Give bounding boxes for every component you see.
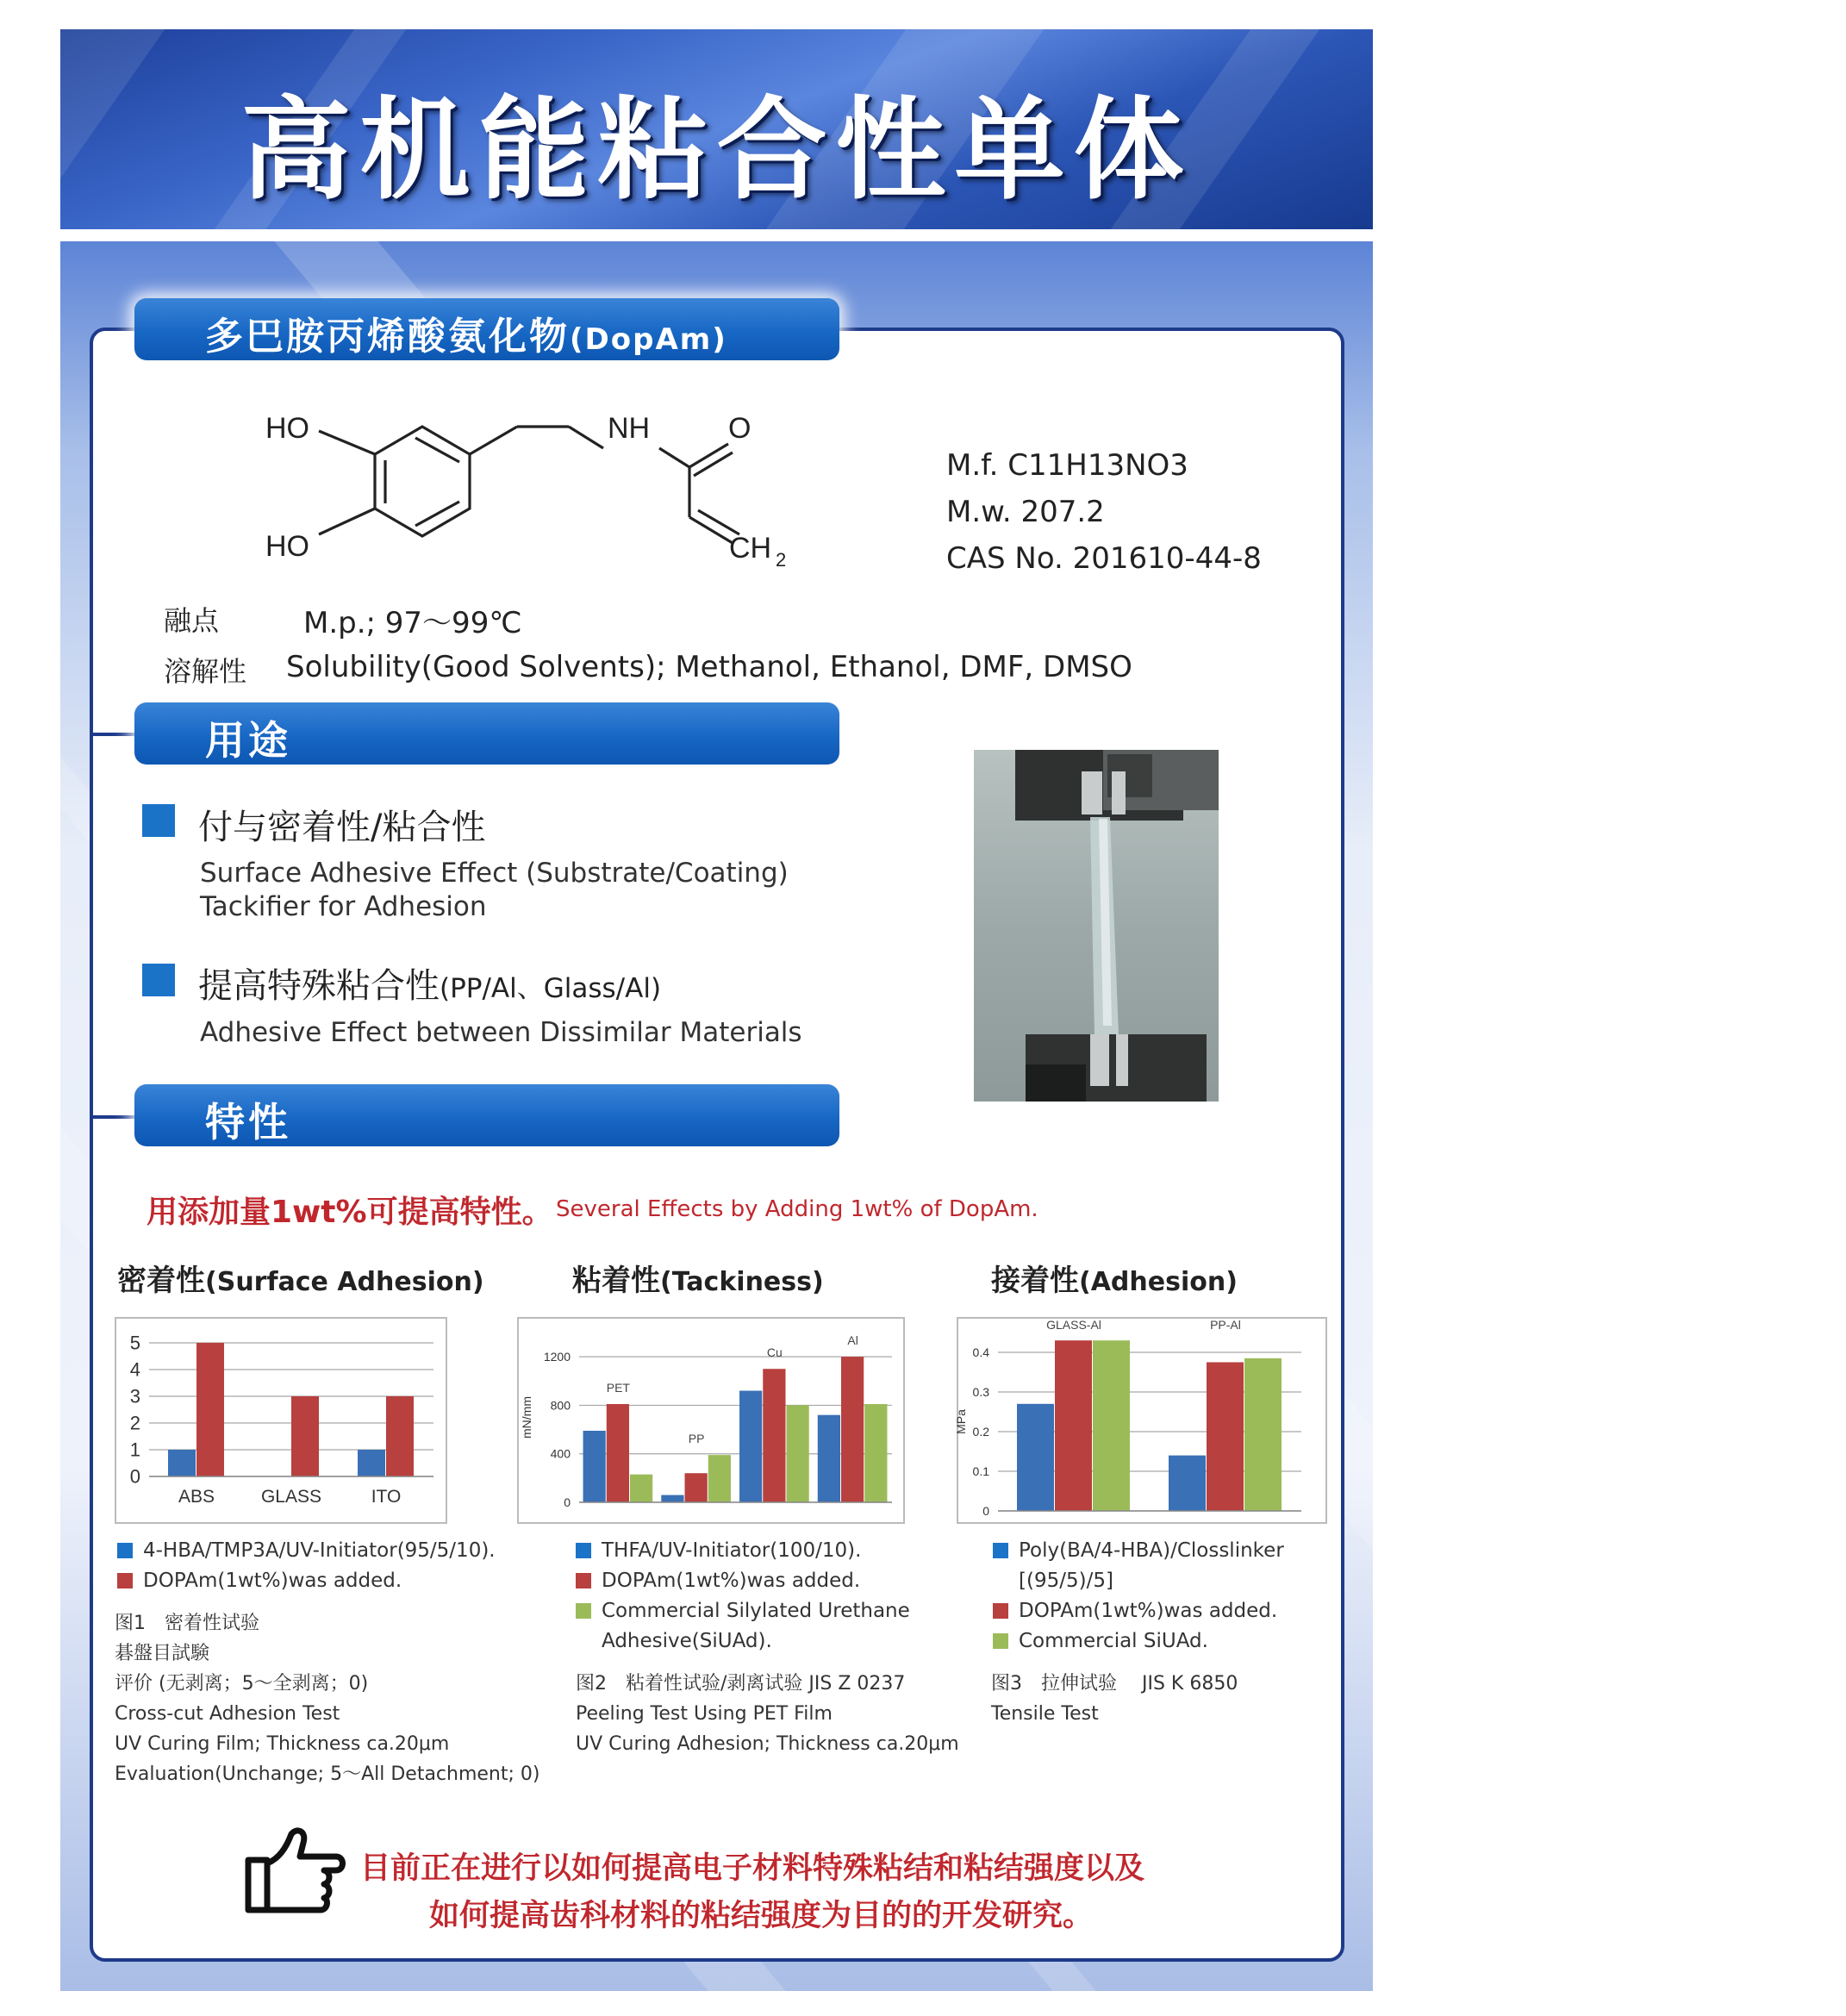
- bar: [386, 1396, 414, 1476]
- bar: [818, 1415, 840, 1502]
- chart3-legend-2: DOPAm(1wt%)was added.: [993, 1600, 1277, 1622]
- bar: [630, 1475, 652, 1502]
- bar: [196, 1343, 224, 1476]
- adhesion-chart: [954, 1317, 1327, 1524]
- chart1-caption: 图1 密着性试验 碁盤目試験 评价 (无剥离；5～全剥离；0) Cross-cut Adhesion Test UV Curing Film; Thickness ca.20μm Evaluation(Unchange; 5～All Detachment; 0): [115, 1613, 540, 1785]
- features-section-header: [134, 1084, 839, 1146]
- chart3-legend-3: Commercial SiUAd.: [993, 1630, 1208, 1652]
- y-tick-label: 0.2: [972, 1424, 989, 1439]
- bullet-square: [142, 964, 175, 996]
- chart2-caption: 图2 粘着性试验/剥离试验 JIS Z 0237 Peeling Test Using PET Film UV Curing Adhesion; Thickness ca.20μm: [576, 1673, 959, 1755]
- bar: [291, 1396, 319, 1476]
- y-tick-label: 3: [129, 1385, 140, 1407]
- bar: [1244, 1358, 1282, 1511]
- chart1-legend-2: DOPAm(1wt%)was added.: [117, 1570, 402, 1592]
- y-axis-label: MPa: [954, 1409, 968, 1434]
- chart3-caption: 图3 拉伸试验 JIS K 6850 Tensile Test: [991, 1673, 1238, 1725]
- y-tick-label: 4: [129, 1358, 140, 1381]
- y-tick-label: 1: [129, 1439, 140, 1461]
- compound-section-header: [134, 298, 839, 360]
- usage-item1-title: 付与密着性/粘合性: [198, 808, 486, 847]
- usage-item2-line1: Adhesive Effect between Dissimilar Materials: [200, 1017, 802, 1048]
- molecular-weight: M.w. 207.2: [946, 495, 1105, 529]
- x-tick-label: GLASS: [260, 1487, 322, 1507]
- chart2-title: 粘着性(Tackiness): [572, 1264, 824, 1298]
- bar: [583, 1431, 606, 1502]
- y-tick-label: 800: [550, 1398, 571, 1413]
- features-title: 特性: [205, 1099, 291, 1145]
- features-intro-en: Several Effects by Adding 1wt% of DopAm.: [556, 1196, 1038, 1222]
- features-connector: [91, 1115, 138, 1119]
- footer-line2: 如何提高齿科材料的粘结强度为目的的开发研究。: [429, 1899, 1094, 1933]
- tackiness-chart: [517, 1317, 905, 1524]
- chart1-title: 密着性(Surface Adhesion): [117, 1264, 484, 1298]
- category-label: PET: [606, 1381, 630, 1395]
- pointing-hand-icon: [241, 1826, 345, 1919]
- struct-nh: NH: [608, 412, 651, 445]
- chart3-legend-1: Poly(BA/4-HBA)/Closslinker: [993, 1539, 1284, 1562]
- solubility-value: Solubility(Good Solvents); Methanol, Ethanol, DMF, DMSO: [286, 650, 1132, 684]
- bar: [1169, 1456, 1206, 1511]
- bar: [864, 1404, 887, 1502]
- bar: [739, 1391, 762, 1502]
- molecular-formula: M.f. C11H13NO3: [946, 448, 1188, 483]
- footer-line1: 目前正在进行以如何提高电子材料特殊粘结和粘结强度以及: [360, 1851, 1145, 1886]
- bar: [1017, 1404, 1054, 1511]
- y-tick-label: 0: [129, 1465, 140, 1488]
- cas-number: CAS No. 201610-44-8: [946, 541, 1262, 576]
- usage-title: 用途: [205, 717, 291, 764]
- struct-ho-top: HO: [265, 412, 309, 445]
- category-label: PP-Al: [1210, 1318, 1241, 1332]
- compound-abbrev: (DopAm): [570, 322, 727, 357]
- bar: [1093, 1340, 1130, 1511]
- y-tick-label: 2: [129, 1412, 140, 1434]
- category-label: Cu: [766, 1345, 783, 1360]
- tensile-test-photo: [974, 750, 1219, 1102]
- struct-ho-bottom: HO: [265, 530, 309, 563]
- bar: [168, 1450, 196, 1476]
- bar: [607, 1404, 629, 1502]
- features-intro-cn: 用添加量1wt%可提高特性。: [147, 1195, 553, 1230]
- bar: [358, 1450, 385, 1476]
- chart3-legend-1-cont: [(95/5)/5]: [1019, 1570, 1113, 1592]
- compound-name: 多巴胺丙烯酸氨化物: [205, 315, 570, 359]
- bar: [1055, 1340, 1092, 1511]
- chart2-legend-1: THFA/UV-Initiator(100/10).: [576, 1539, 861, 1562]
- chemical-structure: [250, 396, 819, 586]
- page-title: 高机能粘合性单体: [240, 86, 1193, 215]
- bar: [841, 1357, 864, 1502]
- y-tick-label: 400: [550, 1446, 571, 1461]
- bar: [786, 1405, 808, 1502]
- melting-point-value: M.p.; 97～99℃: [303, 606, 522, 640]
- chart2-legend-3: Commercial Silylated Urethane: [576, 1600, 910, 1622]
- usage-connector: [91, 733, 138, 736]
- y-tick-label: 0.1: [972, 1464, 989, 1478]
- y-tick-label: 0: [982, 1503, 989, 1518]
- usage-section-header: [134, 702, 839, 765]
- y-tick-label: 1200: [543, 1350, 571, 1364]
- x-tick-label: ABS: [178, 1487, 215, 1507]
- y-tick-label: 5: [129, 1332, 140, 1354]
- usage-item1-line2: Tackifier for Adhesion: [200, 891, 487, 922]
- chart2-legend-2: DOPAm(1wt%)was added.: [576, 1570, 860, 1592]
- usage-item2-suffix: (PP/Al、Glass/Al): [440, 973, 662, 1004]
- surface-adhesion-chart: [115, 1317, 447, 1524]
- chart2-legend-3-cont: Adhesive(SiUAd).: [602, 1630, 772, 1652]
- bar: [661, 1495, 683, 1502]
- melting-point-label: 融点: [164, 604, 220, 637]
- title-banner: [60, 29, 1373, 229]
- y-tick-label: 0.4: [972, 1345, 989, 1359]
- x-tick-label: ITO: [371, 1487, 402, 1507]
- bar: [763, 1369, 785, 1502]
- y-axis-label: mN/mm: [520, 1396, 533, 1439]
- struct-ch: CH: [729, 532, 772, 565]
- chart3-title: 接着性(Adhesion): [991, 1264, 1238, 1298]
- bar: [1207, 1363, 1244, 1512]
- category-label: PP: [688, 1432, 705, 1446]
- bar: [708, 1455, 731, 1502]
- category-label: Al: [847, 1333, 858, 1348]
- usage-item2-title: 提高特殊粘合性(PP/Al、Glass/Al): [198, 966, 662, 1006]
- y-tick-label: 0: [564, 1495, 571, 1509]
- bullet-square: [142, 804, 175, 837]
- usage-item1-line1: Surface Adhesive Effect (Substrate/Coating): [200, 858, 789, 889]
- bar: [685, 1473, 708, 1502]
- chart1-legend-1: 4-HBA/TMP3A/UV-Initiator(95/5/10).: [117, 1539, 496, 1562]
- y-tick-label: 0.3: [972, 1384, 989, 1399]
- solubility-label: 溶解性: [164, 655, 247, 688]
- struct-ch-subscript: 2: [776, 549, 787, 571]
- struct-o: O: [728, 412, 751, 445]
- category-label: GLASS-Al: [1046, 1318, 1101, 1332]
